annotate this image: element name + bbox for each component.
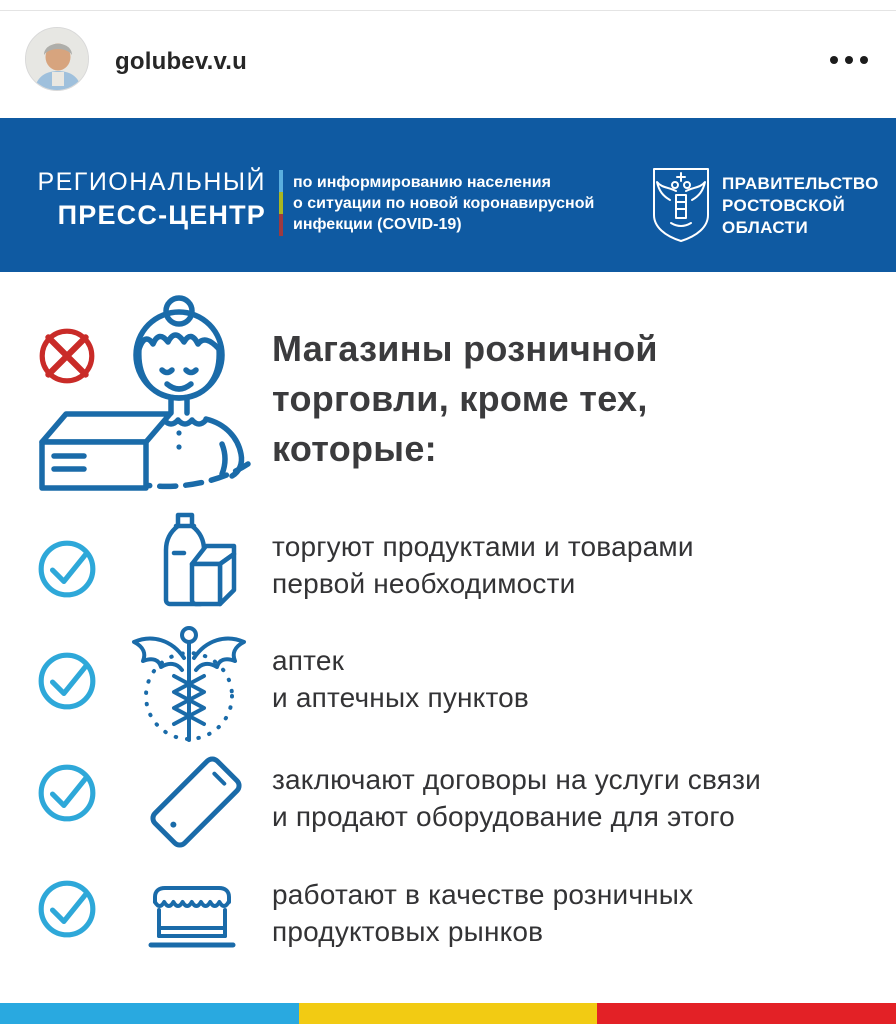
allowed-check-icon <box>36 878 98 945</box>
tricolor-divider <box>279 170 283 236</box>
flag-stripe-blue <box>0 1003 299 1024</box>
allowed-check-icon <box>36 650 98 717</box>
market-stall-icon <box>146 884 238 957</box>
poster-content <box>0 272 896 1003</box>
item-text: торгуют продуктами и товарами первой необходимости <box>272 531 694 599</box>
press-center-banner <box>0 118 896 272</box>
flag-stripe-yellow <box>299 1003 598 1024</box>
poster-heading: Магазины розничной торговли, кроме тех, которые: <box>272 328 658 469</box>
allowed-check-icon <box>36 762 98 829</box>
avatar-photo <box>26 28 89 91</box>
item-text: аптек и аптечных пунктов <box>272 645 530 713</box>
press-center-title <box>0 170 266 229</box>
rostov-coat-of-arms-icon <box>650 165 712 250</box>
item-text: работают в качестве розничных продуктовых рынков <box>272 879 694 947</box>
allowed-check-icon <box>36 538 98 605</box>
groceries-icon <box>148 512 240 613</box>
more-options-icon <box>830 56 838 64</box>
flag-stripe-red <box>597 1003 896 1024</box>
item-text: заключают договоры на услуги связи и продают оборудование для этого <box>272 764 762 832</box>
shop-seller-icon <box>36 292 264 499</box>
username[interactable]: golubev.v.u <box>115 48 247 75</box>
avatar[interactable] <box>25 27 89 91</box>
press-center-title-line2: ПРЕСС-ЦЕНТР <box>57 200 266 230</box>
press-center-subtitle: по информированию населения о ситуации по новой коронавирусной инфекции (COVID-19) <box>293 174 595 233</box>
top-divider <box>0 10 896 11</box>
more-options-button[interactable] <box>830 56 868 64</box>
smartphone-icon <box>142 748 250 861</box>
flag-stripe <box>0 1003 896 1024</box>
pharmacy-caduceus-icon <box>126 620 252 751</box>
press-center-title-line1: РЕГИОНАЛЬНЫЙ <box>37 168 266 196</box>
government-label: ПРАВИТЕЛЬСТВО РОСТОВСКОЙ ОБЛАСТИ <box>722 174 879 237</box>
